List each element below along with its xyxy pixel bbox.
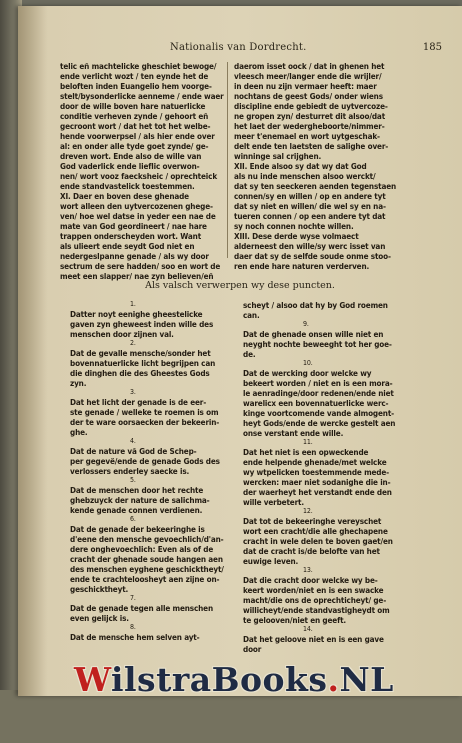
watermark-name: ilstraBooks (110, 660, 328, 699)
article-number: 4. (130, 437, 136, 445)
text-column-bottom-left (70, 300, 240, 642)
article-line: Dat het geloove niet en is een gave (243, 634, 384, 644)
watermark-tld: NL (339, 660, 394, 699)
article-line: Dat de mensche hem selven ayt- (70, 632, 200, 642)
text-line: meet een slapper/ nae zyn believen/eñ (60, 271, 214, 281)
article-number: 8. (130, 623, 136, 631)
article-line: Dat de ghenade onsen wille niet en (243, 329, 384, 339)
article-line: der te ware oorsaecken der bekeerin- (70, 417, 220, 427)
article-line: ende helpende ghenade/met welcke (243, 457, 387, 467)
article-line: des menschen eyghene geschicktheyt/ (70, 564, 224, 574)
book-page (18, 6, 462, 696)
text-line: stelt/bysonderlicke aenneme / ende waer (60, 91, 224, 101)
article-number: 11. (303, 438, 313, 446)
article-line: cracht in wele delen te boven gaet/en (243, 536, 393, 546)
page-gutter-shadow (18, 6, 48, 696)
article-line: ghebzuyck der nature de salichma- (70, 495, 210, 505)
text-column-bottom-right (243, 300, 433, 654)
article-number: 9. (303, 320, 309, 328)
article-line: scheyt / alsoo dat hy by God roemen (243, 300, 388, 310)
article-line: bekeert worden / niet en is een mora- (243, 378, 393, 388)
article-line: dat de cracht is/de belofte van het (243, 546, 380, 556)
text-line: conditie verheven zynde / gehoort eñ (60, 111, 209, 121)
page-number: 185 (422, 42, 442, 53)
article-line: neyght nochte beweeght tot her goe- (243, 339, 392, 349)
text-line: mate van God geordineert / nae hare (60, 221, 207, 231)
text-line: XIII. Dese derde wyse volmaect (234, 231, 359, 241)
text-line: als nu inde menschen alsoo werckt/ (234, 171, 376, 181)
article-line: die dinghen die des Gheestes Gods (70, 368, 210, 378)
article-line: de. (243, 349, 256, 359)
text-line: XI. Daer en boven dese ghenade (60, 191, 189, 201)
article-number: 13. (303, 566, 313, 574)
article-line: even gelijck is. (70, 613, 129, 623)
article-line: ende te crachteloosheyt aen zijne on- (70, 574, 220, 584)
article-line: macht/die ons de oprechticheyt/ ge- (243, 595, 387, 605)
text-line: in deen nu zijn vermaer heeft: maer (234, 81, 377, 91)
article-line: can. (243, 310, 260, 320)
article-line: cracht der ghenade soude hangen aen (70, 554, 223, 564)
text-line: beloften inden Euangelio hem voorge- (60, 81, 212, 91)
article-number: 5. (130, 476, 136, 484)
article-line: onse verstant ende wille. (243, 428, 344, 438)
article-number: 10. (303, 359, 313, 367)
text-line: het laet der wedergheboorte/nimmer- (234, 121, 385, 131)
article-line: kinge voortcomende vande almogent- (243, 408, 395, 418)
text-column-top-right (234, 61, 424, 271)
text-line: sy noch connen nochte willen. (234, 221, 354, 231)
article-number: 6. (130, 515, 136, 523)
text-line: daerom isset oock / dat in ghenen het (234, 61, 385, 71)
article-line: Dat tot de bekeeringhe vereyschet (243, 516, 382, 526)
article-line: geschicktheyt. (70, 584, 129, 594)
article-line: menschen door zijnen val. (70, 329, 174, 339)
article-line: wille verbetert. (243, 497, 304, 507)
text-line: ven/ hoe wel datse in yeder een nae de (60, 211, 216, 221)
article-line: der waerheyt het verstandt ende den (243, 487, 392, 497)
text-line: connen/sy en willen / op en andere tyt (234, 191, 386, 201)
article-line: wy wtpelicken toestemmende mede- (243, 467, 390, 477)
article-line: wercken: maer niet sodanighe die in- (243, 477, 391, 487)
article-line: Dat die cracht door welcke wy be- (243, 575, 378, 585)
article-line: bovennatuerlicke licht begrijpen can (70, 358, 216, 368)
text-line: winninge sal crijghen. (234, 151, 322, 161)
text-line: discipline ende gebiedt de uytvercoze- (234, 101, 388, 111)
text-line: sectrum de sere hadden/ soo en wort de (60, 261, 221, 271)
text-line: dat sy niet en willen/ die wel sy en na- (234, 201, 386, 211)
article-line: kende genade connen verdienen. (70, 505, 203, 515)
article-line: door (243, 644, 262, 654)
article-line: verlossers enderley saecke is. (70, 466, 190, 476)
text-line: trappen onderscheyden wort. Want (60, 231, 202, 241)
section-heading: Als valsch verwerpen wy dese puncten. (145, 280, 335, 291)
article-number: 3. (130, 388, 136, 396)
article-number: 12. (303, 507, 313, 515)
running-head: Nationalis van Dordrecht. (170, 42, 307, 53)
text-line: dreven wort. Ende also de wille van (60, 151, 202, 161)
article-line: wort een cracht/die alle ghechapene (243, 526, 388, 536)
text-line: dat sy ten seeckeren aenden tegenstaen (234, 181, 397, 191)
article-line: te gelooven/niet en geeft. (243, 615, 347, 625)
article-line: euwige leven. (243, 556, 299, 566)
article-line: Dat de genade der bekeeringhe is (70, 524, 205, 534)
text-line: ne gropen zyn/ desturret dit alsoo/dat (234, 111, 386, 121)
text-line: tueren connen / op een andere tyt dat (234, 211, 386, 221)
article-line: Dat de gevalle mensche/sonder het (70, 348, 211, 358)
text-line: XII. Ende alsoo sy dat wy dat God (234, 161, 367, 171)
text-line: daer dat sy de selfde soude onme stoo- (234, 251, 391, 261)
text-line: alderneest den wille/sy werc isset van (234, 241, 386, 251)
article-number: 7. (130, 594, 136, 602)
article-line: Datter noyt eenighe gheestelicke (70, 309, 203, 319)
text-line: ren ende hare naturen verderven. (234, 261, 370, 271)
article-line: ghe. (70, 427, 88, 437)
text-line: ende standvastelick toestemmen. (60, 181, 195, 191)
text-line: gecroont wort / dat het tot het welbe- (60, 121, 211, 131)
watermark-dot: . (327, 660, 340, 699)
text-line: ende verlicht wozt / ten eynde het de (60, 71, 209, 81)
article-line: Dat de wercking door welcke wy (243, 368, 372, 378)
article-number: 1. (130, 300, 136, 308)
article-line: keert worden/niet en is een swacke (243, 585, 384, 595)
text-line: meer t'enemael en wort uytgeschak- (234, 131, 380, 141)
article-line: d'eene den mensche gevoechlich/d'an- (70, 534, 224, 544)
text-line: delt ende ten laetsten de salighe over- (234, 141, 389, 151)
article-line: Dat de menschen door het rechte (70, 485, 204, 495)
article-number: 2. (130, 339, 136, 347)
article-line: Dat de nature vã God de Schep- (70, 446, 197, 456)
article-line: Dat het licht der genade is de eer- (70, 397, 207, 407)
article-line: dere onghevoechlich: Even als of de (70, 544, 214, 554)
text-line: nochtans de geest Gods/ onder wiens (234, 91, 383, 101)
article-line: Dat het niet is een opweckende (243, 447, 369, 457)
text-line: hende voorwerpsel / als hier ende over (60, 131, 215, 141)
text-column-top-left (60, 61, 240, 281)
article-line: le aenradinge/door redenen/ende niet (243, 388, 394, 398)
article-line: ste genade / welleke te roemen is om (70, 407, 219, 417)
article-line: warelicx een bovennatuerlicke werc- (243, 398, 389, 408)
article-line: willicheyt/ende standvastigheydt om (243, 605, 390, 615)
article-line: zyn. (70, 378, 87, 388)
text-line: nedergeslpanne genade / als wy door (60, 251, 209, 261)
text-line: vleesch meer/langer ende die wrijler/ (234, 71, 382, 81)
watermark-initial: W (74, 660, 111, 699)
text-line: als ulieert ende seydt God niet en (60, 241, 195, 251)
article-line: Dat de genade tegen alle menschen (70, 603, 213, 613)
article-line: heyt Gods/ende de wercke gestelt aen (243, 418, 396, 428)
watermark-logo (74, 660, 394, 699)
article-line: per gegevë/ende de genade Gods des (70, 456, 220, 466)
text-line: God vaderlick ende lieflic overwon- (60, 161, 200, 171)
text-line: telic eñ machtelicke gheschiet bewoge/ (60, 61, 217, 71)
article-number: 14. (303, 625, 313, 633)
text-line: door de wille boven hare natuerlicke (60, 101, 206, 111)
article-line: gaven zyn gheweest inden wille des (70, 319, 214, 329)
column-divider (227, 62, 228, 258)
text-line: nen/ wort vooz faecksheic / oprechteick (60, 171, 218, 181)
text-line: al: en onder alle tyde goet zynde/ ge- (60, 141, 209, 151)
text-line: wort alleen den uytvercozenen ghege- (60, 201, 213, 211)
